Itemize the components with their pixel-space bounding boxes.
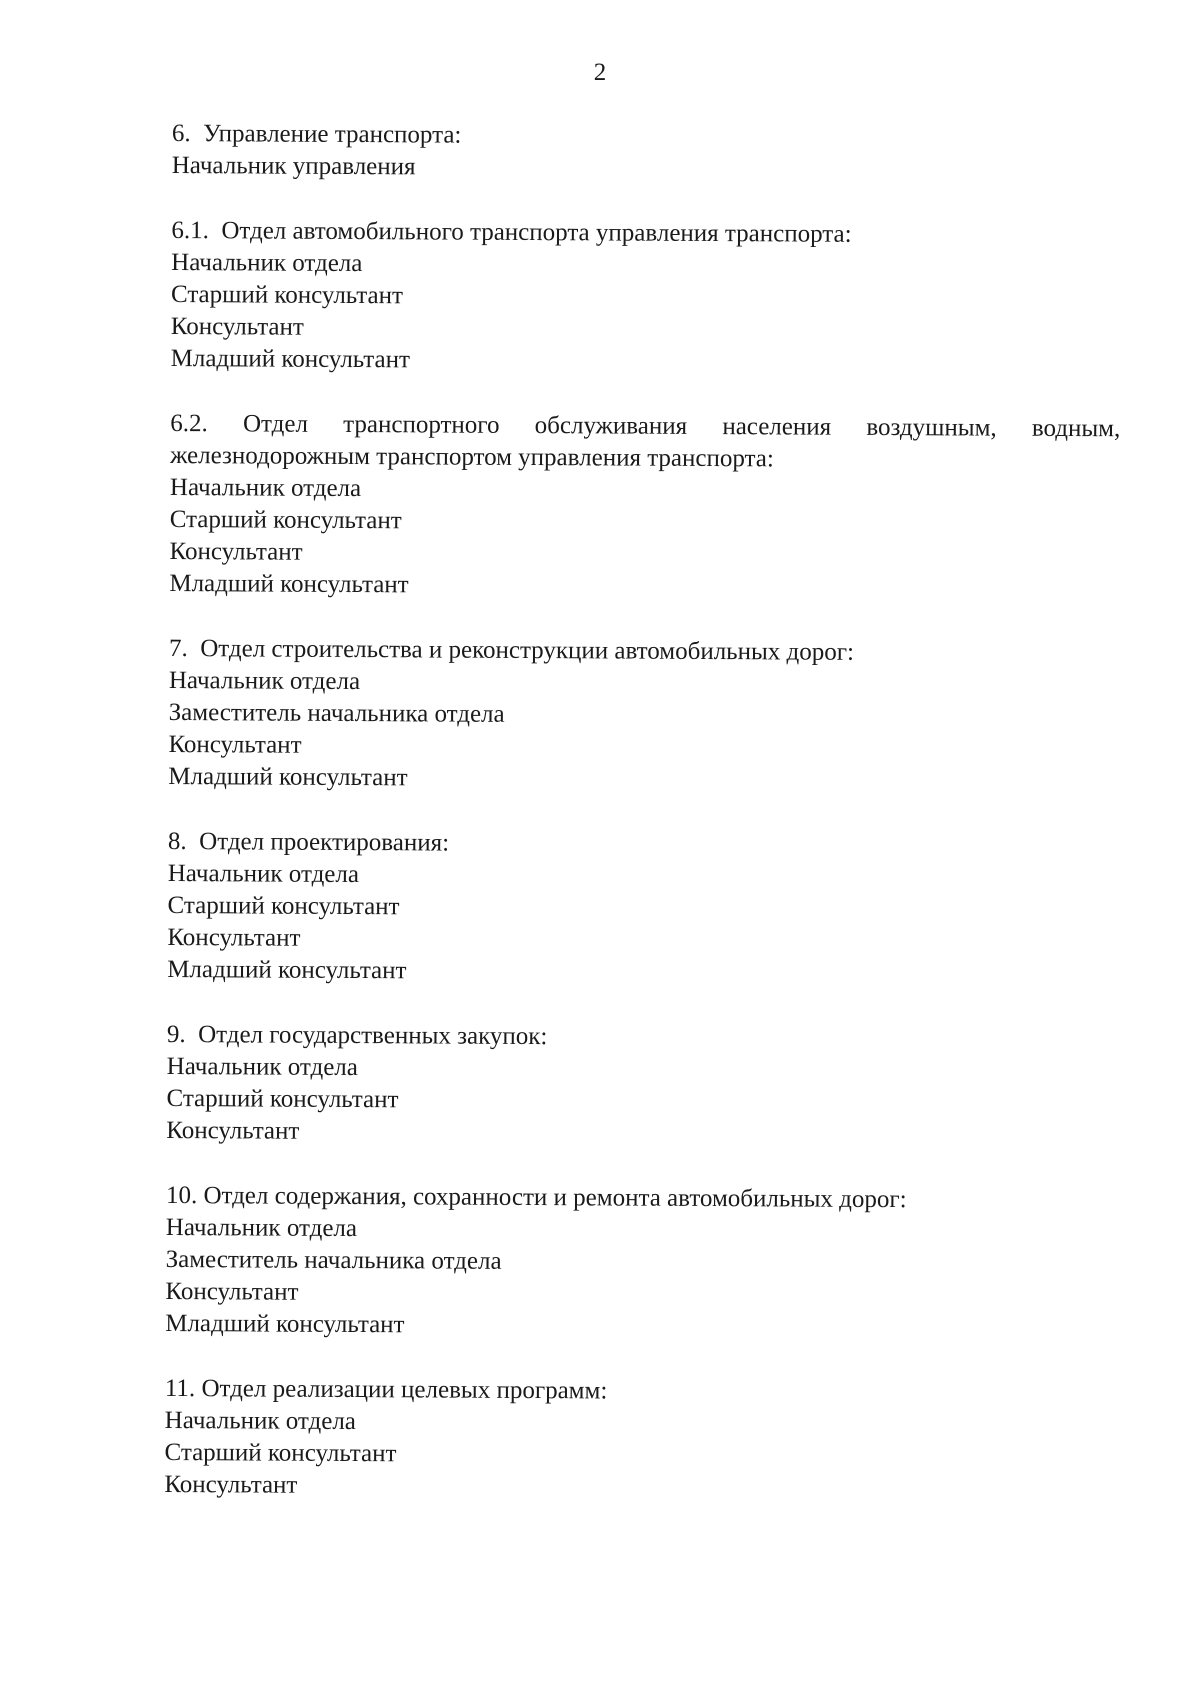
position-item: Консультант xyxy=(167,923,301,952)
section xyxy=(172,118,1122,187)
position-item: Начальник отдела xyxy=(166,1052,359,1082)
position-item: Старший консультант xyxy=(166,1084,399,1114)
position-item: Начальник отдела xyxy=(169,473,362,503)
section xyxy=(169,408,1120,605)
section xyxy=(168,633,1119,798)
section xyxy=(166,1019,1117,1152)
section-heading xyxy=(172,118,1122,155)
section-title: Отдел государственных закупок: xyxy=(198,1021,548,1051)
section-heading xyxy=(165,1373,1115,1410)
position-item: Консультант xyxy=(168,730,302,759)
position-item: Консультант xyxy=(166,1116,300,1145)
position-item: Консультант xyxy=(170,312,304,341)
position-item: Младший консультант xyxy=(169,569,409,599)
section xyxy=(164,1373,1115,1506)
section-number: 6.2. xyxy=(170,409,208,438)
position-item: Старший консультант xyxy=(167,891,400,921)
position-item: Начальник отдела xyxy=(171,248,363,278)
section-heading xyxy=(170,408,1120,477)
position-item: Младший консультант xyxy=(170,344,410,374)
section xyxy=(167,826,1118,991)
section-title: Отдел транспортного обслуживания населения воздушным, водным, железнодорожным транспортом управления транспорта: xyxy=(170,410,1121,473)
position-item: Заместитель начальника отдела xyxy=(165,1245,502,1275)
position-item: Начальник отдела xyxy=(168,666,361,696)
position-item: Старший консультант xyxy=(170,280,404,310)
section-number: 6. xyxy=(171,119,191,148)
section-title: Отдел автомобильного транспорта управления транспорта: xyxy=(221,217,852,248)
position-item: Начальник управления xyxy=(171,151,416,181)
position-item: Начальник отдела xyxy=(164,1406,357,1436)
section-number: 9. xyxy=(166,1020,186,1049)
staff-sections xyxy=(164,118,1122,1539)
section-heading xyxy=(168,826,1118,863)
position-item: Старший консультант xyxy=(164,1438,397,1468)
section-title: Отдел проектирования: xyxy=(199,828,450,857)
section-heading xyxy=(167,1019,1117,1056)
position-item: Младший консультант xyxy=(167,955,407,985)
position-item: Заместитель начальника отдела xyxy=(168,698,505,728)
page-number: 2 xyxy=(593,59,607,86)
section-title: Отдел содержания, сохранности и ремонта автомобильных дорог: xyxy=(203,1182,907,1214)
position-item: Консультант xyxy=(165,1277,299,1306)
section-title: Отдел строительства и реконструкции автомобильных дорог: xyxy=(200,635,855,666)
position-item: Консультант xyxy=(169,537,303,566)
position-item: Старший консультант xyxy=(169,505,402,535)
section-number: 7. xyxy=(168,634,188,663)
position-item: Младший консультант xyxy=(165,1309,405,1339)
section-title: Отдел реализации целевых программ: xyxy=(201,1375,608,1405)
section-heading xyxy=(171,215,1121,252)
position-item: Начальник отдела xyxy=(167,859,360,889)
section xyxy=(171,215,1122,380)
section-heading xyxy=(169,633,1119,670)
position-item: Консультант xyxy=(164,1470,298,1499)
position-item: Начальник отдела xyxy=(165,1213,358,1243)
section xyxy=(165,1180,1116,1345)
section-heading xyxy=(166,1180,1116,1217)
section-number: 6.1. xyxy=(171,216,209,245)
section-number: 10. xyxy=(165,1181,198,1210)
position-item: Младший консультант xyxy=(168,762,408,792)
section-number: 11. xyxy=(164,1374,196,1403)
section-number: 8. xyxy=(167,827,187,856)
section-title: Управление транспорта: xyxy=(203,120,462,149)
